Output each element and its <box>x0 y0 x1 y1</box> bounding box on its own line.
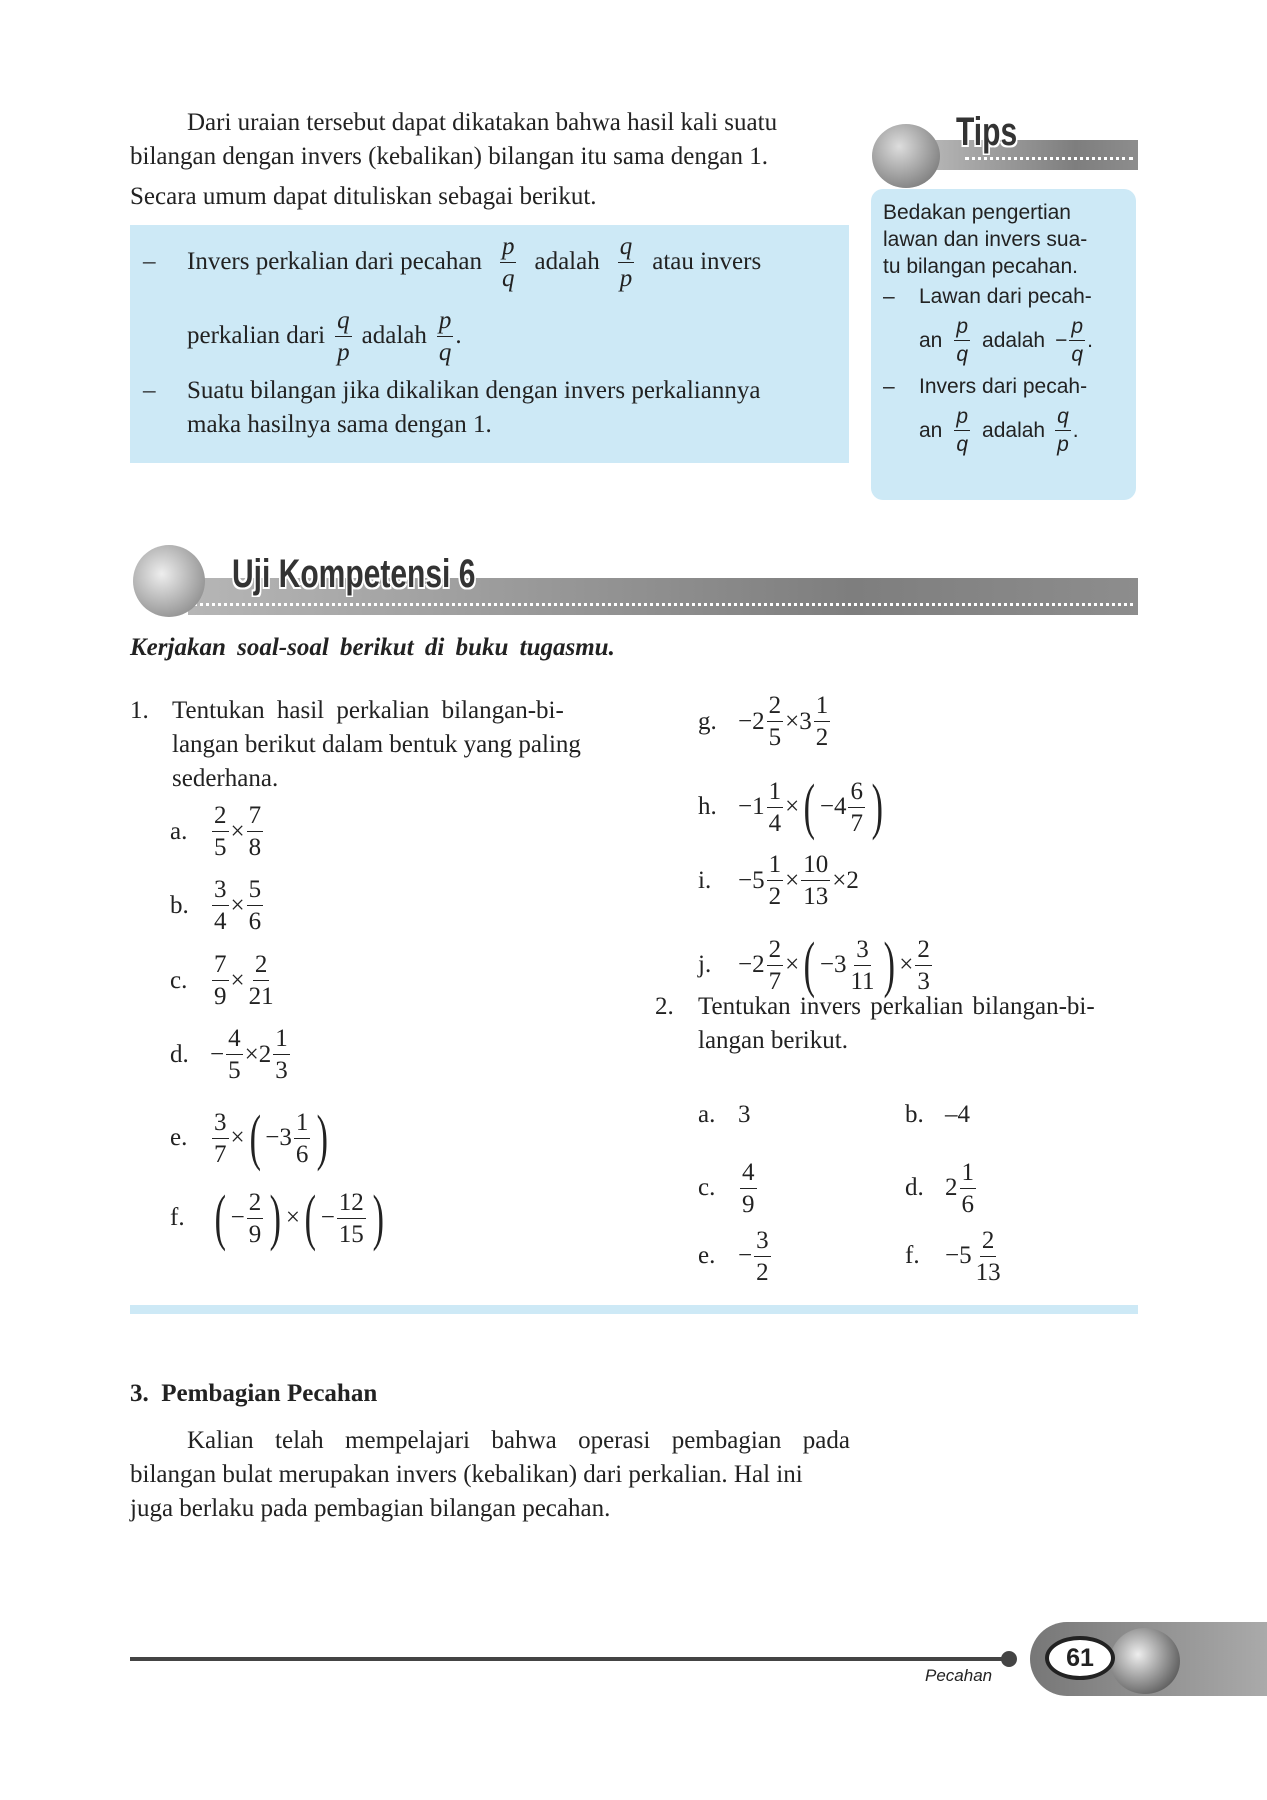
left-paren: ( <box>304 1184 317 1252</box>
fraction <box>801 852 830 909</box>
bullet-dash: – <box>143 248 156 275</box>
text: Tentukan invers perkalian bilangan-bi- <box>698 993 1095 1020</box>
numerator: 1 <box>960 1160 977 1189</box>
exercise-item <box>170 877 265 934</box>
right-paren: ) <box>372 1184 384 1252</box>
item-label: c. <box>698 1174 716 1201</box>
fraction <box>247 1190 264 1247</box>
item-label: e. <box>170 1124 188 1151</box>
math-expression <box>210 877 265 934</box>
denominator: 21 <box>248 983 274 1010</box>
denominator: 7 <box>214 1140 227 1168</box>
operator-text: × <box>285 1204 301 1231</box>
denominator: 7 <box>850 809 863 837</box>
numerator: 3 <box>212 1110 229 1139</box>
numerator: 6 <box>848 779 865 808</box>
denominator: 13 <box>975 1258 1001 1286</box>
tips-box: Bedakan pengertian lawan dan invers sua- tu bilangan pecahan. – Lawan dari pecah- an $\frac{p}{q}$ adalah − $\frac{p}{q}$ . – Invers dari pecah- an $\frac{p}{q}$ adalah $\frac{q}{p}$ . <box>871 189 1136 500</box>
numerator: 10 <box>801 852 830 881</box>
operator-text: × <box>785 866 800 894</box>
numerator: 2 <box>980 1228 997 1257</box>
instruction: Kerjakan soal-soal berikut di buku tugasmu. <box>130 634 615 661</box>
exercise-item <box>170 1104 333 1172</box>
text: langan berikut dalam bentuk yang paling <box>172 731 581 758</box>
math-expression <box>210 803 265 860</box>
fraction <box>212 952 229 1009</box>
operator-text: − <box>230 1204 245 1231</box>
exercise-item <box>698 1153 759 1223</box>
denominator: 6 <box>295 1140 309 1168</box>
item-label: g. <box>698 707 717 735</box>
text: maka hasilnya sama dengan 1. <box>187 411 492 438</box>
denominator: 2 <box>815 724 829 751</box>
operator-text: − <box>210 1040 225 1068</box>
item-label: h. <box>698 793 717 820</box>
fraction <box>814 693 831 750</box>
math-expression <box>738 773 888 841</box>
text: adalah <box>534 248 600 275</box>
tips-person-icon <box>872 124 940 188</box>
fraction <box>212 1110 229 1167</box>
fraction <box>740 1160 757 1217</box>
denominator: 13 <box>803 883 829 910</box>
left-paren: ( <box>249 1104 261 1172</box>
denominator: 11 <box>850 967 875 995</box>
item-label: f. <box>905 1242 920 1269</box>
operator-text: 3 <box>738 1101 751 1128</box>
right-paren: ) <box>269 1184 282 1252</box>
fraction <box>767 852 784 909</box>
math-expression <box>738 1228 773 1285</box>
fraction <box>767 693 784 750</box>
operator-text: 2 <box>945 1174 958 1201</box>
numerator: 7 <box>212 952 229 981</box>
fraction <box>273 1026 290 1083</box>
item-label: i. <box>698 866 712 894</box>
fraction-q-p: $\frac{q}{p}$ <box>619 232 633 292</box>
operator-text: − <box>320 1204 335 1231</box>
exercise-item <box>170 1026 292 1083</box>
text: adalah <box>361 322 427 349</box>
math-expression <box>738 693 832 750</box>
item-label: b. <box>170 891 189 919</box>
operator-text: × <box>899 951 914 978</box>
operator-text: ×2 <box>244 1040 272 1068</box>
numerator: 1 <box>294 1110 311 1139</box>
numerator: 3 <box>754 1228 771 1257</box>
text: Lawan dari pecah- <box>919 285 1092 308</box>
fraction <box>848 779 865 836</box>
math-expression <box>738 1101 751 1129</box>
operator-text: −2 <box>738 951 765 978</box>
denominator: 9 <box>248 1220 262 1248</box>
numerator: 1 <box>273 1026 290 1055</box>
operator-text: × <box>230 891 245 919</box>
fraction <box>754 1228 771 1285</box>
page-number: 61 <box>1045 1636 1115 1680</box>
fraction <box>767 937 784 994</box>
text: tu bilangan pecahan. <box>883 255 1078 278</box>
operator-text: −4 <box>819 793 847 820</box>
denominator: 5 <box>768 724 782 751</box>
operator-text: × <box>785 793 800 820</box>
operator-text: × <box>230 966 245 994</box>
numerator: 7 <box>247 803 264 832</box>
denominator: 5 <box>228 1057 241 1084</box>
footer-line <box>130 1657 1010 1661</box>
denominator: 15 <box>338 1220 364 1248</box>
exercise-item <box>698 852 859 909</box>
math-expression <box>738 1160 759 1217</box>
fraction <box>247 952 276 1009</box>
text: sederhana. <box>172 765 279 792</box>
tips-lawan-formula: an $\frac{p}{q}$ adalah − $\frac{p}{q}$ . <box>919 314 1093 366</box>
left-paren: ( <box>214 1184 227 1252</box>
operator-text: –4 <box>945 1101 970 1128</box>
exercise-item <box>698 693 832 750</box>
text: Invers perkalian dari pecahan <box>187 248 482 275</box>
fraction <box>226 1026 243 1083</box>
fraction <box>848 937 876 994</box>
text: lawan dan invers sua- <box>883 228 1088 251</box>
text: Tentukan hasil perkalian bilangan-bi- <box>172 697 564 724</box>
operator-text: −3 <box>265 1124 292 1151</box>
item-label: a. <box>698 1101 716 1128</box>
denominator: 4 <box>214 908 227 935</box>
exercise-item <box>170 1184 388 1252</box>
item-label: e. <box>698 1242 716 1269</box>
fraction <box>294 1110 311 1167</box>
bullet-dash: – <box>143 377 156 404</box>
fraction <box>960 1160 977 1217</box>
operator-text: −2 <box>738 707 765 735</box>
operator-text: −3 <box>819 951 847 978</box>
exercise-item <box>170 803 265 860</box>
text: Suatu bilangan jika dikalikan dengan invers perkaliannya <box>187 377 761 404</box>
numerator: 3 <box>854 937 871 966</box>
text: Invers dari pecah- <box>919 375 1088 398</box>
question-1: 1. Tentukan hasil perkalian bilangan-bi- langan berikut dalam bentuk yang paling sederhana. <box>130 694 615 796</box>
denominator: 3 <box>917 967 930 995</box>
numerator: 1 <box>767 779 784 808</box>
operator-text: −5 <box>945 1242 972 1269</box>
intro-line: bilangan dengan invers (kebalikan) bilangan itu sama dengan 1. <box>130 143 768 170</box>
exercise-item <box>698 1080 751 1150</box>
intro-line: Secara umum dapat dituliskan sebagai berikut. <box>130 183 597 210</box>
denominator: 8 <box>248 834 262 861</box>
numerator: 2 <box>212 803 229 832</box>
item-label: b. <box>905 1101 924 1128</box>
denominator: 6 <box>248 908 262 935</box>
numerator: 4 <box>226 1026 243 1055</box>
denominator: 2 <box>756 1258 769 1286</box>
numerator: 12 <box>337 1190 366 1219</box>
denominator: 5 <box>214 834 227 861</box>
definition-item-1: – Invers perkalian dari pecahan $\frac{p}{q}$ adalah $\frac{q}{p}$ atau invers perkalian dari $\frac{q}{p}$ adalah $\frac{p}{q}$ . – Suatu bilangan jika dikalikan dengan invers perkaliannya maka hasilnya sama dengan 1. <box>143 234 843 442</box>
right-paren: ) <box>317 1104 329 1172</box>
math-expression <box>210 1104 333 1172</box>
operator-text: −1 <box>738 793 765 820</box>
denominator: 3 <box>275 1057 288 1084</box>
denominator: 7 <box>768 967 782 995</box>
item-label: j. <box>698 951 712 978</box>
operator-text: −5 <box>738 866 765 894</box>
operator-text: × <box>230 817 245 845</box>
numerator: 2 <box>915 937 932 966</box>
operator-text: ×3 <box>785 707 812 735</box>
exercise-item <box>905 1080 970 1150</box>
numerator: 2 <box>247 1190 264 1219</box>
right-paren: ) <box>871 773 883 841</box>
uji-kompetensi-header <box>128 540 1138 618</box>
math-expression <box>210 1026 292 1083</box>
fraction-q-p: $\frac{q}{p}$ <box>337 306 350 366</box>
pencil-book-icon <box>133 545 205 617</box>
fraction-p-q: $\frac{p}{q}$ <box>501 232 515 292</box>
text: Bedakan pengertian <box>883 201 1071 224</box>
intro-paragraph <box>130 106 850 214</box>
divider-rule <box>130 1305 1138 1314</box>
fraction <box>247 877 264 934</box>
math-expression <box>738 931 934 999</box>
exercise-item <box>170 952 278 1009</box>
numerator: 2 <box>767 693 784 722</box>
tips-invers-formula: an $\frac{p}{q}$ adalah $\frac{q}{p}$ . <box>919 404 1079 456</box>
math-expression <box>210 1184 388 1252</box>
exercise-item <box>698 1221 773 1291</box>
definition-item-2 <box>143 374 843 442</box>
operator-text: × <box>230 1124 245 1151</box>
exercise-item <box>698 773 888 841</box>
exercise-item <box>905 1153 978 1223</box>
exercise-item <box>698 931 934 999</box>
denominator: 6 <box>961 1190 974 1218</box>
denominator: 9 <box>214 983 227 1010</box>
denominator: 4 <box>768 809 782 837</box>
footer-chapter: Pecahan <box>925 1666 993 1685</box>
math-expression <box>945 1228 1005 1285</box>
left-paren: ( <box>803 931 816 999</box>
math-expression <box>945 1160 978 1217</box>
operator-text: × <box>785 951 800 978</box>
question-2: 2. Tentukan invers perkalian bilangan-bi- langan berikut. <box>655 990 1140 1058</box>
fraction-p-q: $\frac{p}{q}$ <box>438 306 452 366</box>
fraction <box>767 779 784 836</box>
math-expression <box>738 852 859 909</box>
math-expression <box>210 952 278 1009</box>
math-expression <box>945 1101 970 1129</box>
uji-title: Uji Kompetensi 6 <box>232 552 476 596</box>
intro-line: Dari uraian tersebut dapat dikatakan bahwa hasil kali suatu <box>187 109 778 136</box>
tips-title: Tips <box>956 110 1018 154</box>
numerator: 3 <box>212 877 229 906</box>
fraction <box>915 937 932 994</box>
item-label: c. <box>170 966 188 994</box>
tips-header <box>870 112 1138 184</box>
fraction <box>974 1228 1003 1285</box>
footer-dot <box>1001 1651 1017 1667</box>
section-heading: 3. Pembagian Pecahan <box>130 1380 378 1407</box>
left-paren: ( <box>803 773 816 841</box>
numerator: 2 <box>253 952 270 981</box>
item-label: d. <box>905 1174 924 1201</box>
item-label: f. <box>170 1204 185 1231</box>
numerator: 5 <box>247 877 264 906</box>
text: perkalian dari <box>187 322 326 349</box>
numerator: 1 <box>814 693 831 722</box>
operator-text: ×2 <box>832 866 859 894</box>
fraction <box>247 803 264 860</box>
numerator: 1 <box>767 852 784 881</box>
fraction <box>212 877 229 934</box>
section-paragraph: Kalian telah mempelajari bahwa operasi pembagian pada bilangan bulat merupakan invers (kebalikan) dari perkalian. Hal ini juga berlaku pada pembagian bilangan pecahan. <box>130 1427 850 1522</box>
fraction <box>212 803 229 860</box>
right-paren: ) <box>883 931 895 999</box>
denominator: 9 <box>742 1190 755 1218</box>
denominator: 2 <box>768 883 782 910</box>
operator-text: − <box>738 1242 753 1269</box>
item-label: d. <box>170 1040 189 1068</box>
text: atau invers <box>652 248 762 275</box>
geometry-icon <box>1110 1628 1180 1694</box>
numerator: 2 <box>767 937 784 966</box>
exercise-item <box>905 1221 1005 1291</box>
item-label: a. <box>170 817 188 845</box>
numerator: 4 <box>740 1160 757 1189</box>
fraction <box>337 1190 366 1247</box>
text: langan berikut. <box>698 1027 848 1054</box>
